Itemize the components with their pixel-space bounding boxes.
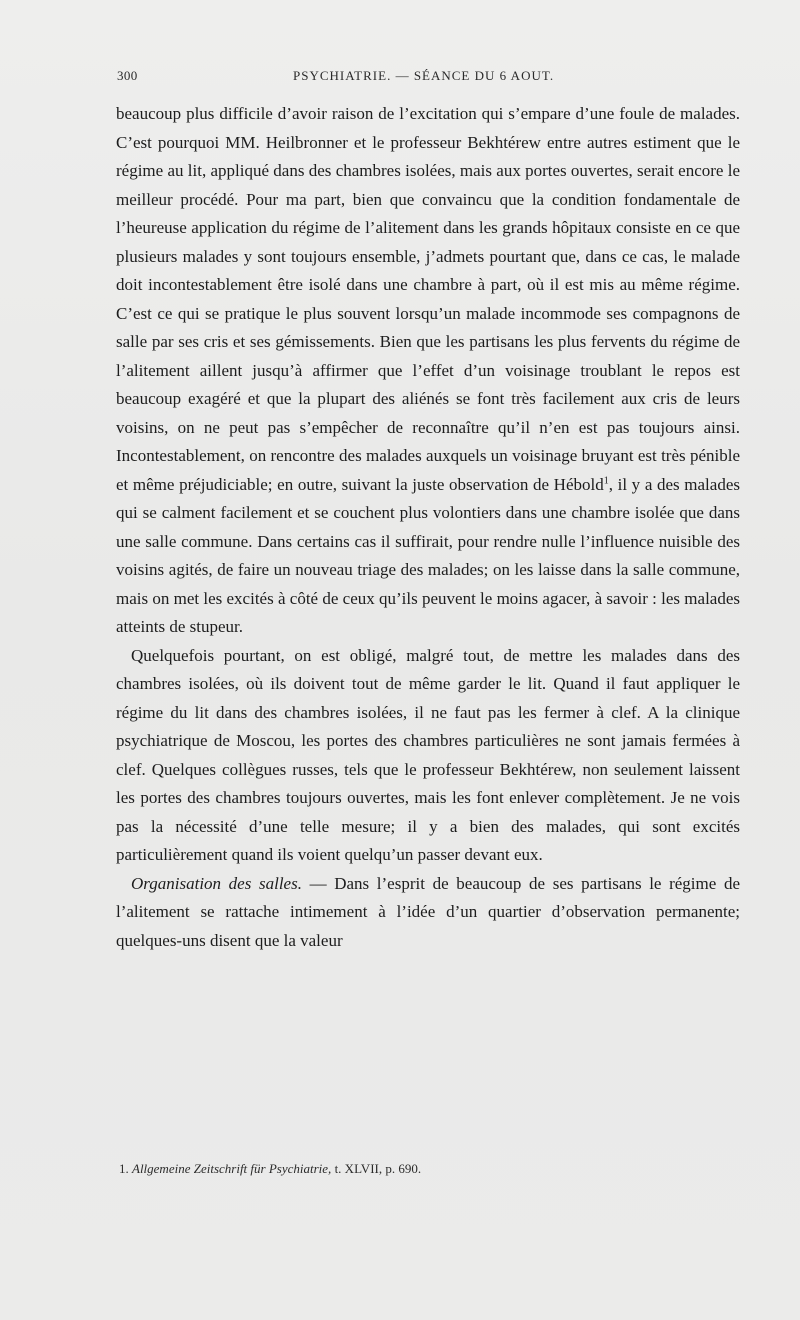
paragraph-1-text-a: beaucoup plus difficile d’avoir raison de l’excitation qui s’empare d’une foule de malades. C’est pourquoi MM. Heilbronner et le professeur Bekhtérew entre autres estiment que le régime au lit, appliqué dans des chambres isolées, mais aux portes ouvertes, serait encore le meilleur procédé. Pour ma part, bien que convaincu que la condition fondamentale de l’heureuse application du régime de l’alitement dans les grands hôpitaux consiste en ce que plusieurs malades y sont toujours ensemble, j’admets pourtant que, dans ce cas, le malade doit incontestablement être isolé dans une chambre à part, où il est mis au même régime. C’est ce qui se pratique le plus souvent lorsqu’un malade incommode ses compagnons de salle par ses cris et ses gémissements. Bien que les partisans les plus fervents du régime de l’alitement aillent jusqu’à affirmer que l’effet d’un voisinage troublant le repos est beaucoup exagéré et que la plupart des aliénés se font très facilement aux cris de leurs voisins, on ne peut pas s’empêcher de reconnaître qu’il n’en est pas toujours ainsi. Incontestablement, on rencontre des malades auxquels un voisinage bruyant est très pénible et même préjudiciable; en outre, suivant la juste observation de Hébold: [116, 104, 740, 494]
paragraph-2: Quelquefois pourtant, on est obligé, malgré tout, de mettre les malades dans des chambres isolées, où ils doivent tout de même garder le lit. Quand il faut appliquer le régime du lit dans des chambres isolées, il ne faut pas les fermer à clef. A la clinique psychiatrique de Moscou, les portes des chambres particulières ne sont jamais fermées à clef. Quelques collègues russes, tels que le professeur Bekhtérew, non seulement laissent les portes des chambres toujours ouvertes, mais les font enlever complètement. Je ne vois pas la nécessité d’une telle mesure; il y a bien des malades, qui sont excités particulièrement quand ils voient quelqu’un passer devant eux.: [116, 645, 740, 864]
section-title: Organisation des salles.: [131, 873, 302, 893]
body-text: [116, 100, 740, 955]
running-title: PSYCHIATRIE. — SÉANCE DU 6 AOUT.: [293, 68, 555, 83]
paragraph-3: [116, 870, 740, 956]
running-head: [117, 64, 737, 86]
paragraph-1-text-b: , il y a des malades qui se calment facilement et se couchent plus volontiers dans une chambre isolée que dans une salle commune. Dans certains cas il suffirait, pour rendre nulle l’influence nuisible des voisins agités, de faire un nouveau triage des malades; on les laisse dans la salle commune, mais on met les excités à côté de ceux qu’ils peuvent le moins agacer, à savoir : les malades atteints de stupeur.: [116, 474, 740, 636]
footnote-number: 1.: [119, 1161, 129, 1176]
paragraph-3-text: — Dans l’esprit de beaucoup de ses partisans le régime de l’alitement se rattache intimement à l’idée d’un quartier d’observation permanente; quelques-uns disent que la valeur: [116, 873, 740, 950]
footnote-journal: Allgemeine Zeitschrift für Psychiatrie,: [132, 1161, 332, 1176]
footnote: [119, 1160, 719, 1178]
footnote-reference: 1: [603, 474, 609, 486]
paragraph-1: [116, 100, 740, 642]
page-number: 300: [117, 68, 138, 83]
footnote-reference-text: t. XLVII, p. 690.: [334, 1161, 422, 1176]
